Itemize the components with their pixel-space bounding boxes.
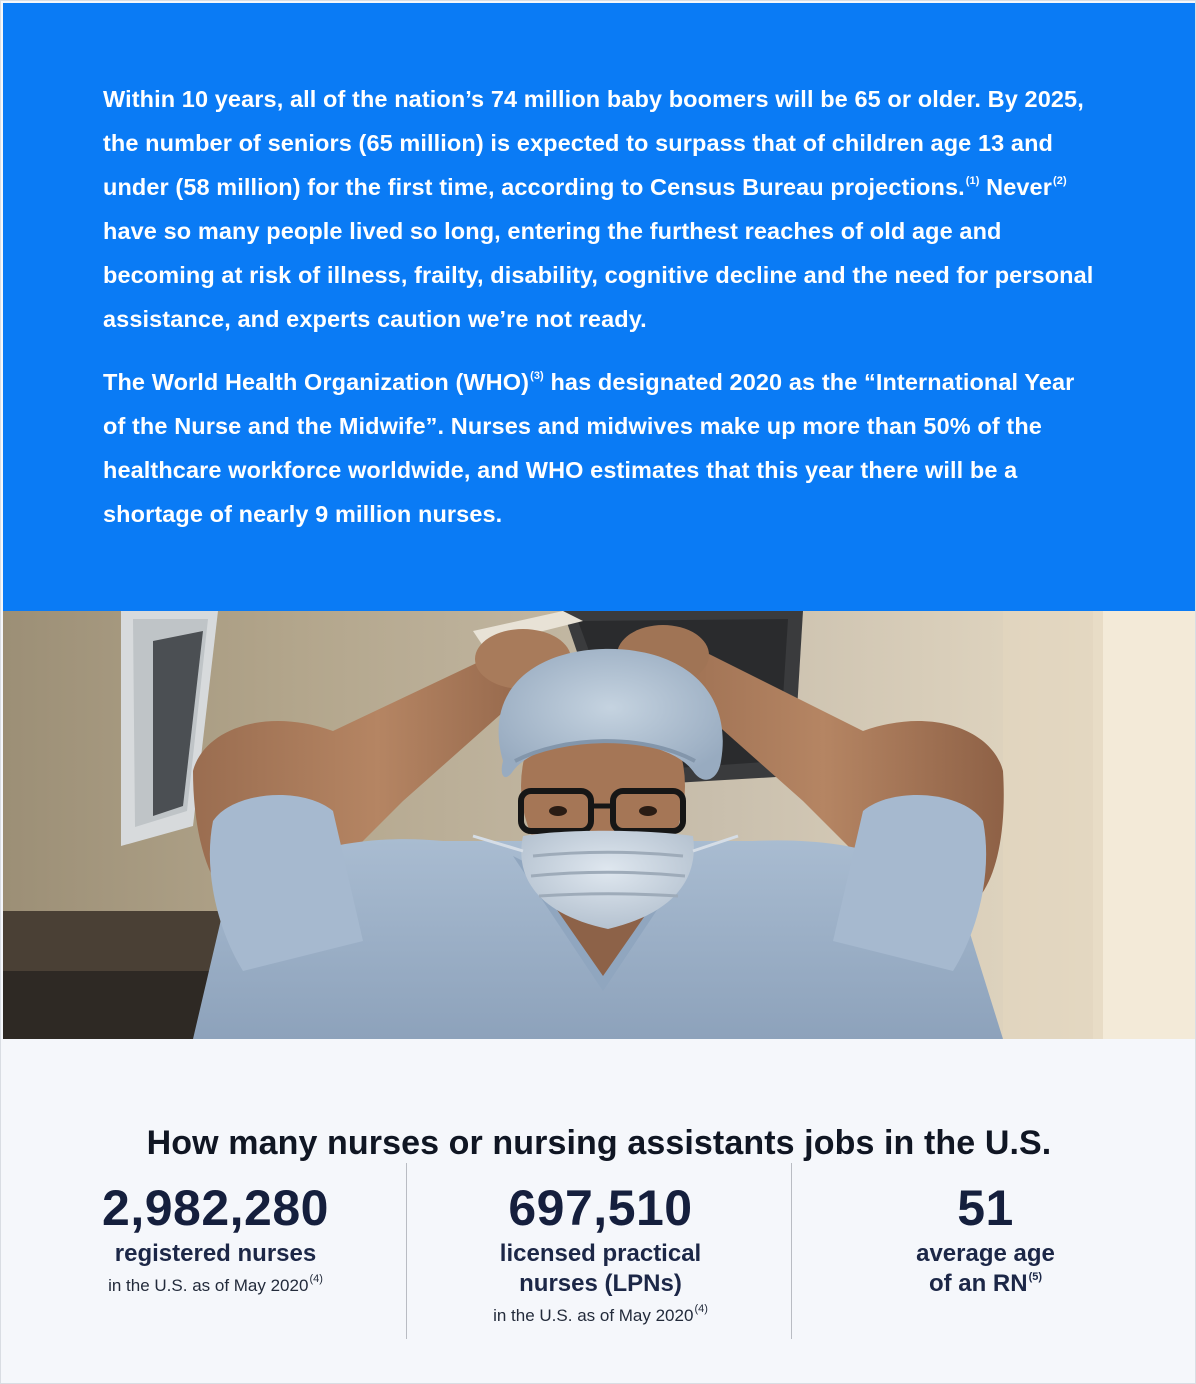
stat-label — [408, 1239, 793, 1299]
intro-banner — [3, 3, 1195, 611]
stat-label-line: licensed practical — [499, 1240, 702, 1267]
intro-text-span: Within 10 years, all of the nation’s 74 million baby boomers will be 65 or older. By 2025, the number of seniors (65 million) is expected to surpass that of children age 13 and under (58 million) for the first time, according to Census Bureau projections. — [103, 86, 1084, 200]
footnote-ref-5: (5) — [1028, 1271, 1043, 1283]
stat-label — [23, 1239, 408, 1269]
stat-licensed-practical-nurses — [408, 1179, 793, 1328]
stats-divider — [791, 1163, 792, 1339]
footnote-ref-1: (1) — [965, 175, 980, 188]
stat-note — [23, 1274, 408, 1298]
stats-divider — [406, 1163, 407, 1339]
nurse-photo — [3, 611, 1195, 1039]
stat-note — [408, 1304, 793, 1328]
footnote-ref-4: (4) — [694, 1303, 708, 1316]
stat-label-line: of an RN — [928, 1270, 1028, 1297]
footnote-ref-4: (4) — [309, 1273, 323, 1286]
intro-text — [103, 77, 1103, 536]
stat-value: 51 — [957, 1180, 1014, 1236]
intro-paragraph-2 — [103, 360, 1103, 536]
stat-label-line: registered nurses — [114, 1240, 317, 1267]
stat-label — [793, 1239, 1178, 1299]
intro-text-span: Never — [979, 174, 1052, 200]
nurse-stats-section — [3, 1039, 1195, 1383]
stat-registered-nurses — [23, 1179, 408, 1298]
stat-note-text: in the U.S. as of May 2020 — [108, 1276, 309, 1295]
intro-text-span: has designated 2020 as the “International Year of the Nurse and the Midwife”. Nurses and midwives make up more than 50% of the healthcare workforce worldwide, and WHO estimates that this year there will be a shortage of nearly 9 million nurses. — [103, 369, 1075, 527]
stat-label-line: average age — [916, 1240, 1055, 1267]
footnote-ref-2: (2) — [1052, 175, 1067, 188]
intro-text-span: have so many people lived so long, entering the furthest reaches of old age and becoming at risk of illness, frailty, disability, cognitive decline and the need for personal assistance, and experts caution we’re not ready. — [103, 218, 1094, 332]
intro-text-span: The World Health Organization (WHO) — [103, 369, 530, 395]
nurse-photo-illustration — [3, 611, 1195, 1039]
stat-label-line: nurses (LPNs) — [519, 1270, 682, 1297]
stat-average-rn-age — [793, 1179, 1178, 1299]
stat-value: 697,510 — [508, 1180, 693, 1236]
footnote-ref-3: (3) — [530, 370, 544, 383]
intro-paragraph-1 — [103, 77, 1103, 341]
stats-heading: How many nurses or nursing assistants jobs in the U.S. — [146, 1124, 1052, 1163]
stat-value: 2,982,280 — [102, 1180, 329, 1236]
stat-note-text: in the U.S. as of May 2020 — [493, 1306, 694, 1325]
